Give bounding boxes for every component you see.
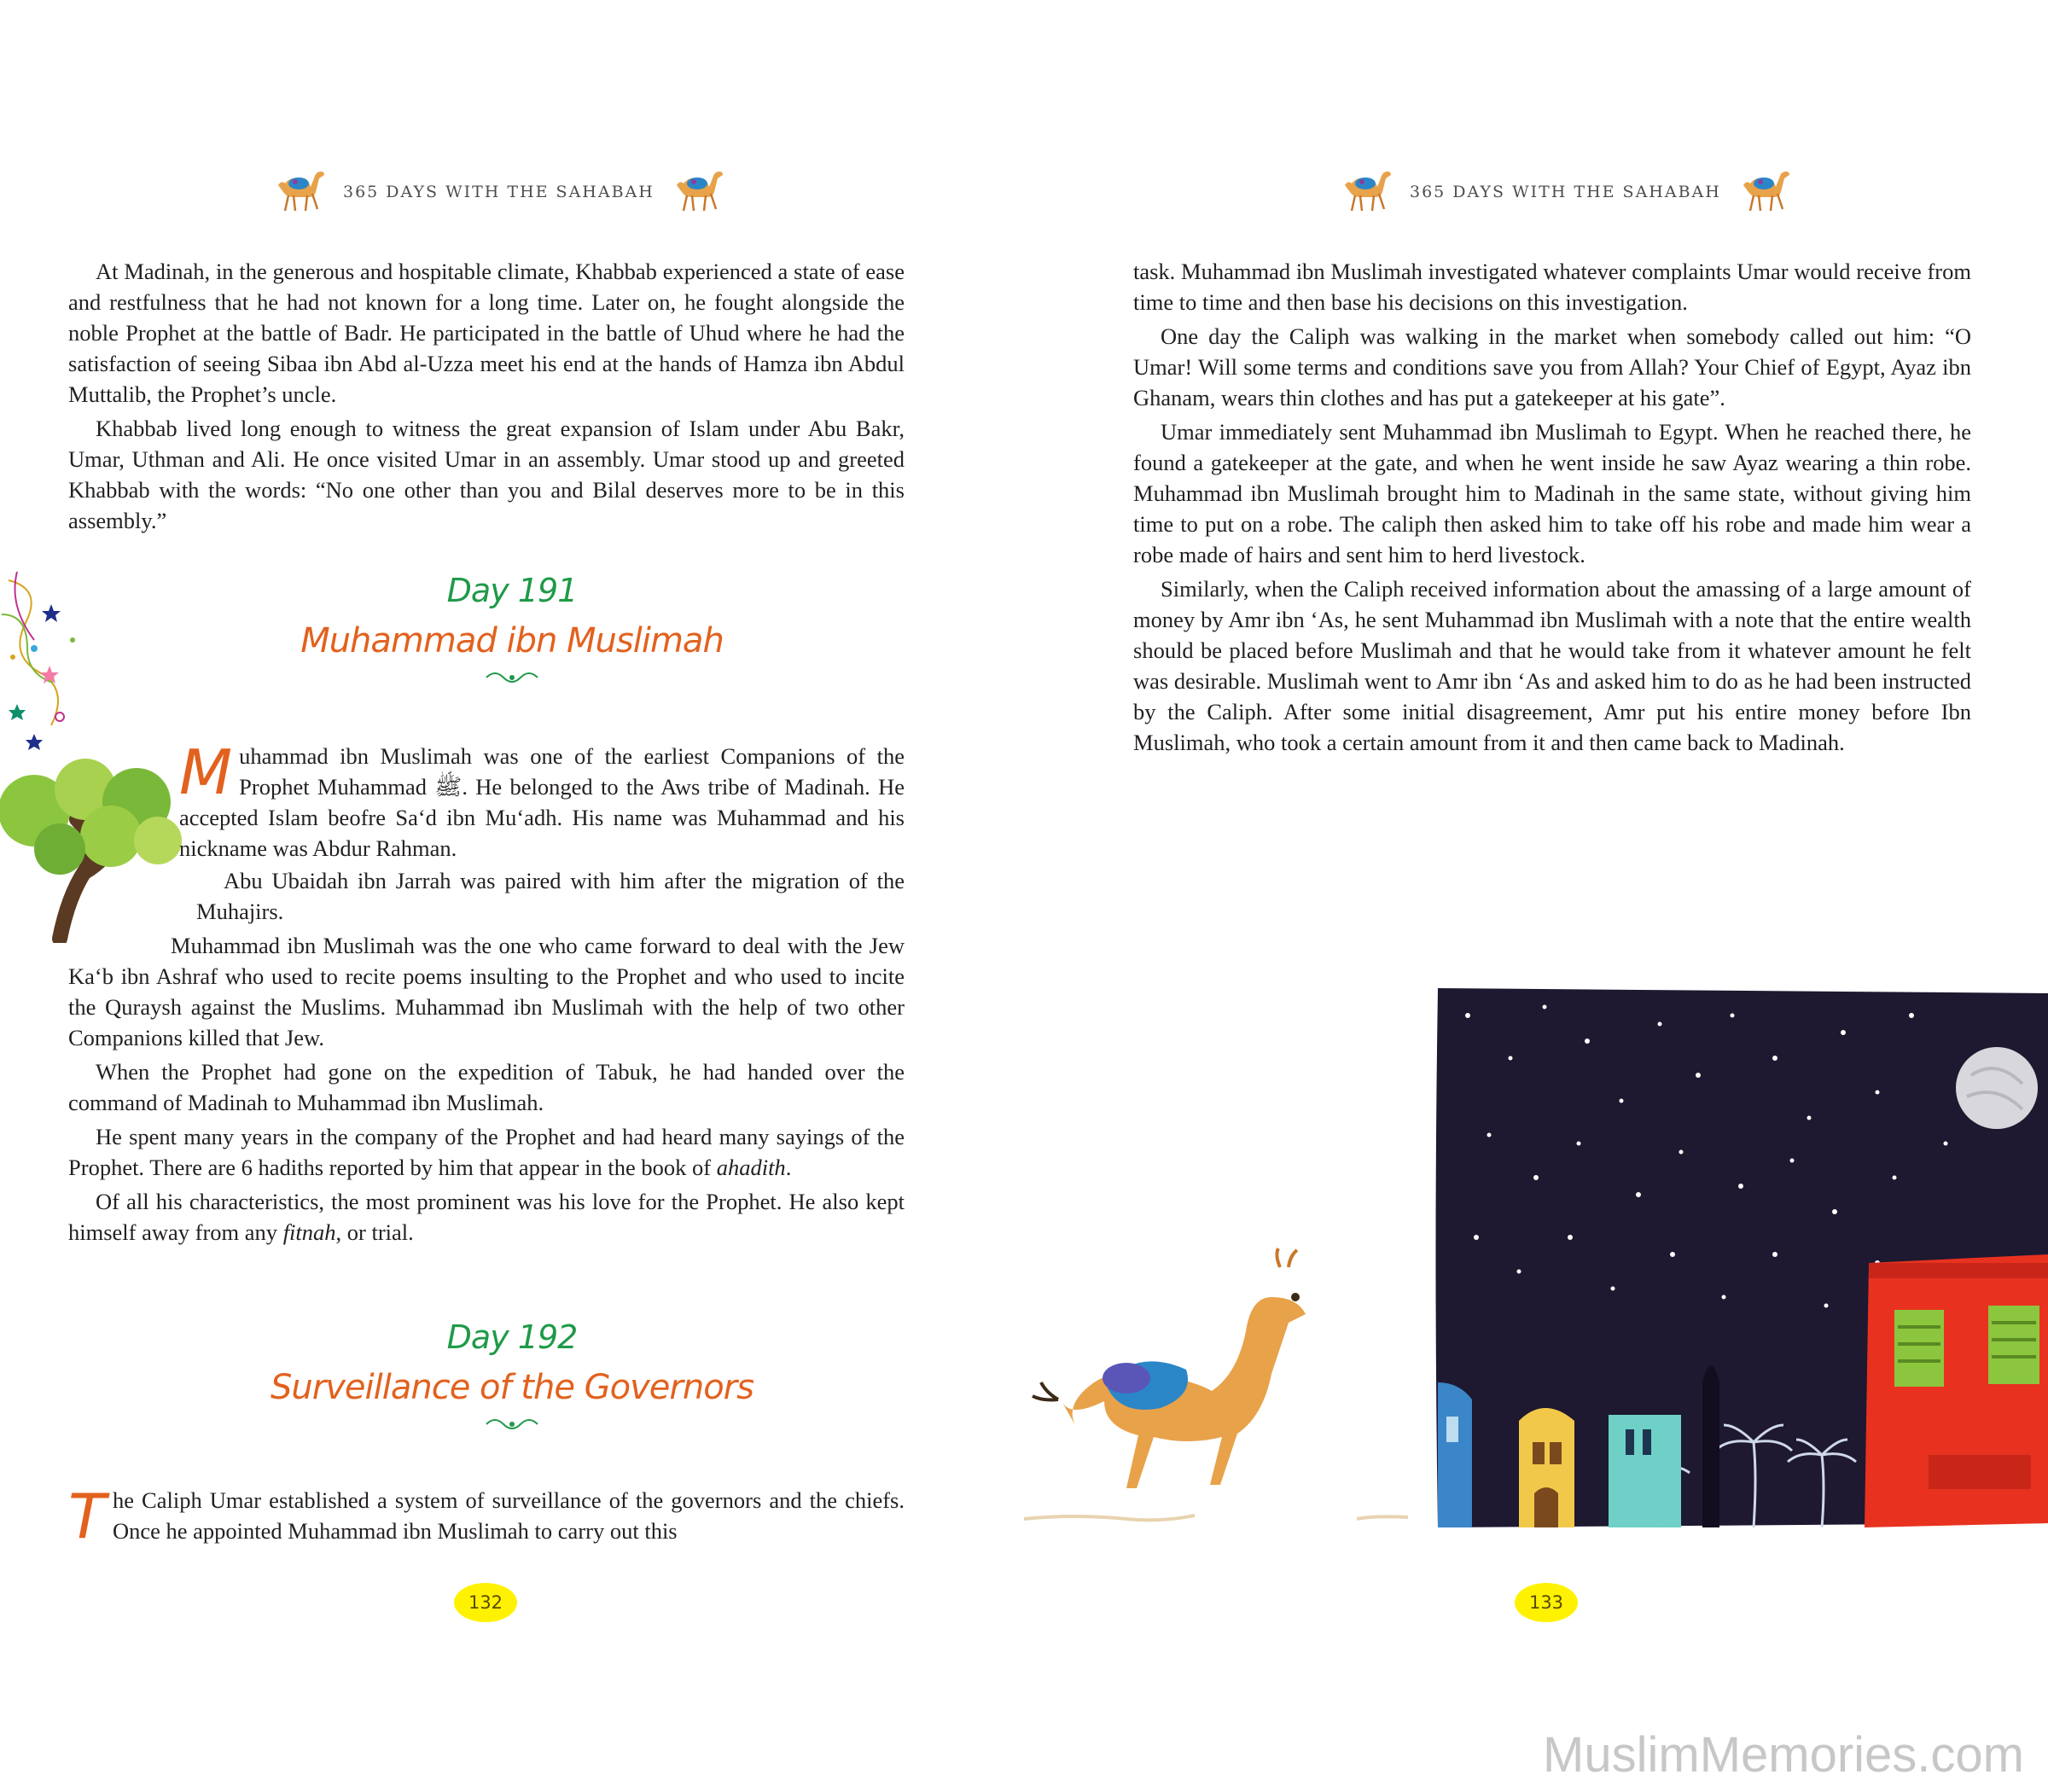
camel-icon [273,166,326,218]
dropcap: T [68,1481,106,1552]
camel-icon [672,166,724,218]
day-191-first-paragraph [179,736,905,867]
paragraph: Muhammad ibn Muslimah was the one who came forward to deal with the Jew Ka‘b ibn Ashraf who used to recite poems insulting to the Prophet and who used to incite the Quraysh against the Muslims. Muhammad ibn Muslimah with the help of two other Companions killed that Jew. [68,933,905,1050]
paragraph: Khabbab lived long enough to witness the great expansion of Islam under Abu Bakr, Umar, Uthman and Ali. He once visited Umar in an assembly. Umar stood up and greeted Khabbab with the words: “No one other than you and Bilal deserves more to be in this assembly.” [68,416,905,533]
paragraph [68,1186,905,1248]
flourish-icon [482,1416,542,1433]
italic-term: fitnah [282,1219,336,1245]
paragraph [68,1121,905,1183]
paragraph-text: he Caliph Umar established a system of surveillance of the governors and the chiefs. Once he appointed Muhammad ibn Muslimah to carry out this [112,1487,905,1544]
paragraph: Umar immediately sent Muhammad ibn Muslimah to Egypt. When he reached there, he found a gatekeeper at the gate, and when he went inside he saw Ayaz wearing a thin robe. Muhammad ibn Muslimah brought him to Madinah in the same state, without giving him time to put on a robe. The caliph then asked him to take off his robe and made him wear a robe made of hairs and sent him to herd livestock. [1133,419,1971,567]
paragraph: Abu Ubaidah ibn Jarrah was paired with him after the migration of the Muhajirs. [196,868,905,924]
paragraph [179,736,905,864]
flourish-icon [482,669,542,686]
running-head-right [1340,162,1791,222]
day-number: Day 191 [446,572,578,609]
running-head-title: 365 DAYS WITH THE SAHABAH [1410,183,1721,201]
tree-illustration [0,751,183,943]
paragraph-text: He spent many years in the company of the Prophet and had heard many sayings of the Prophet. There are 6 hadiths reported by him that appear in the book of [68,1124,905,1180]
paragraph-text: Of all his characteristics, the most prominent was his love for the Prophet. He also kept himself away from any [68,1189,905,1245]
page-number: 132 [454,1583,517,1622]
running-head-title: 365 DAYS WITH THE SAHABAH [343,183,655,201]
paragraph: One day the Caliph was walking in the market when somebody called out him: “O Umar! Will some terms and conditions save you from Allah? Your Chief of Egypt, Ayaz ibn Ghanam, wears thin clothes and has put a gatekeeper at his gate”. [1133,323,1971,410]
right-body-text [1133,256,1971,761]
day-192-heading [0,1318,1024,1436]
paragraph-text: uhammad ibn Muslimah was one of the earliest Companions of the Prophet Muhammad ﷺ. He belonged to the Aws tribe of Madinah. He accepted Islam beofre Sa‘d ibn Mu‘adh. His name was Muhammad and his nickname was Abdur Rahman. [179,743,905,861]
paragraph-text: . [785,1155,792,1180]
day-191-paragraph-2 [196,865,905,930]
watermark: MuslimMemories.com [1543,1727,2024,1783]
night-town-illustration [1024,981,2048,1545]
day-title: Surveillance of the Governors [271,1368,753,1407]
paragraph: Similarly, when the Caliph received information about the amassing of a large amount of money by Amr ibn ‘As, he sent Muhammad ibn Muslimah with a note that the entire wealth should be placed before Muslimah and that he would take from it whatever amount he felt was desirable. Muslimah went to Amr ibn ‘As and asked him to do as he had been instructed by the Caliph. After some initial disagreement, Amr put his entire money before Ibn Muslimah, who took a certain amount from it and then came back to Madinah. [1133,576,1971,755]
dropcap: M [179,736,233,808]
right-page [1024,0,2048,1792]
intro-text [68,256,905,539]
day-191-heading [0,572,1024,689]
camel-icon [1738,166,1791,218]
page-number: 133 [1515,1583,1578,1622]
camel-icon [1340,166,1393,218]
paragraph: When the Prophet had gone on the expedition of Tabuk, he had handed over the command of Madinah to Muhammad ibn Muslimah. [68,1059,905,1115]
paragraph-text: , or trial. [335,1219,414,1245]
day-title: Muhammad ibn Muslimah [300,621,724,660]
italic-term: ahadith [716,1155,786,1180]
camel-illustration [1033,1248,1306,1488]
day-192-first-paragraph [68,1481,905,1552]
paragraph: At Madinah, in the generous and hospitable climate, Khabbab experienced a state of ease and restfulness that he had not known for a long time. Later on, he fought alongside the noble Prophet at the battle of Badr. He participated in the battle of Uhud where he had the satisfaction of seeing Sibaa ibn Abd al-Uzza meet his end at the hands of Hamza ibn Abdul Muttalib, the Prophet’s uncle. [68,259,905,407]
day-191-body [68,930,905,1251]
paragraph [68,1481,905,1552]
day-number: Day 192 [446,1318,578,1356]
running-head-left [273,162,724,222]
paragraph: task. Muhammad ibn Muslimah investigated whatever complaints Umar would receive from time to time and then base his decisions on this investigation. [1133,259,1971,315]
